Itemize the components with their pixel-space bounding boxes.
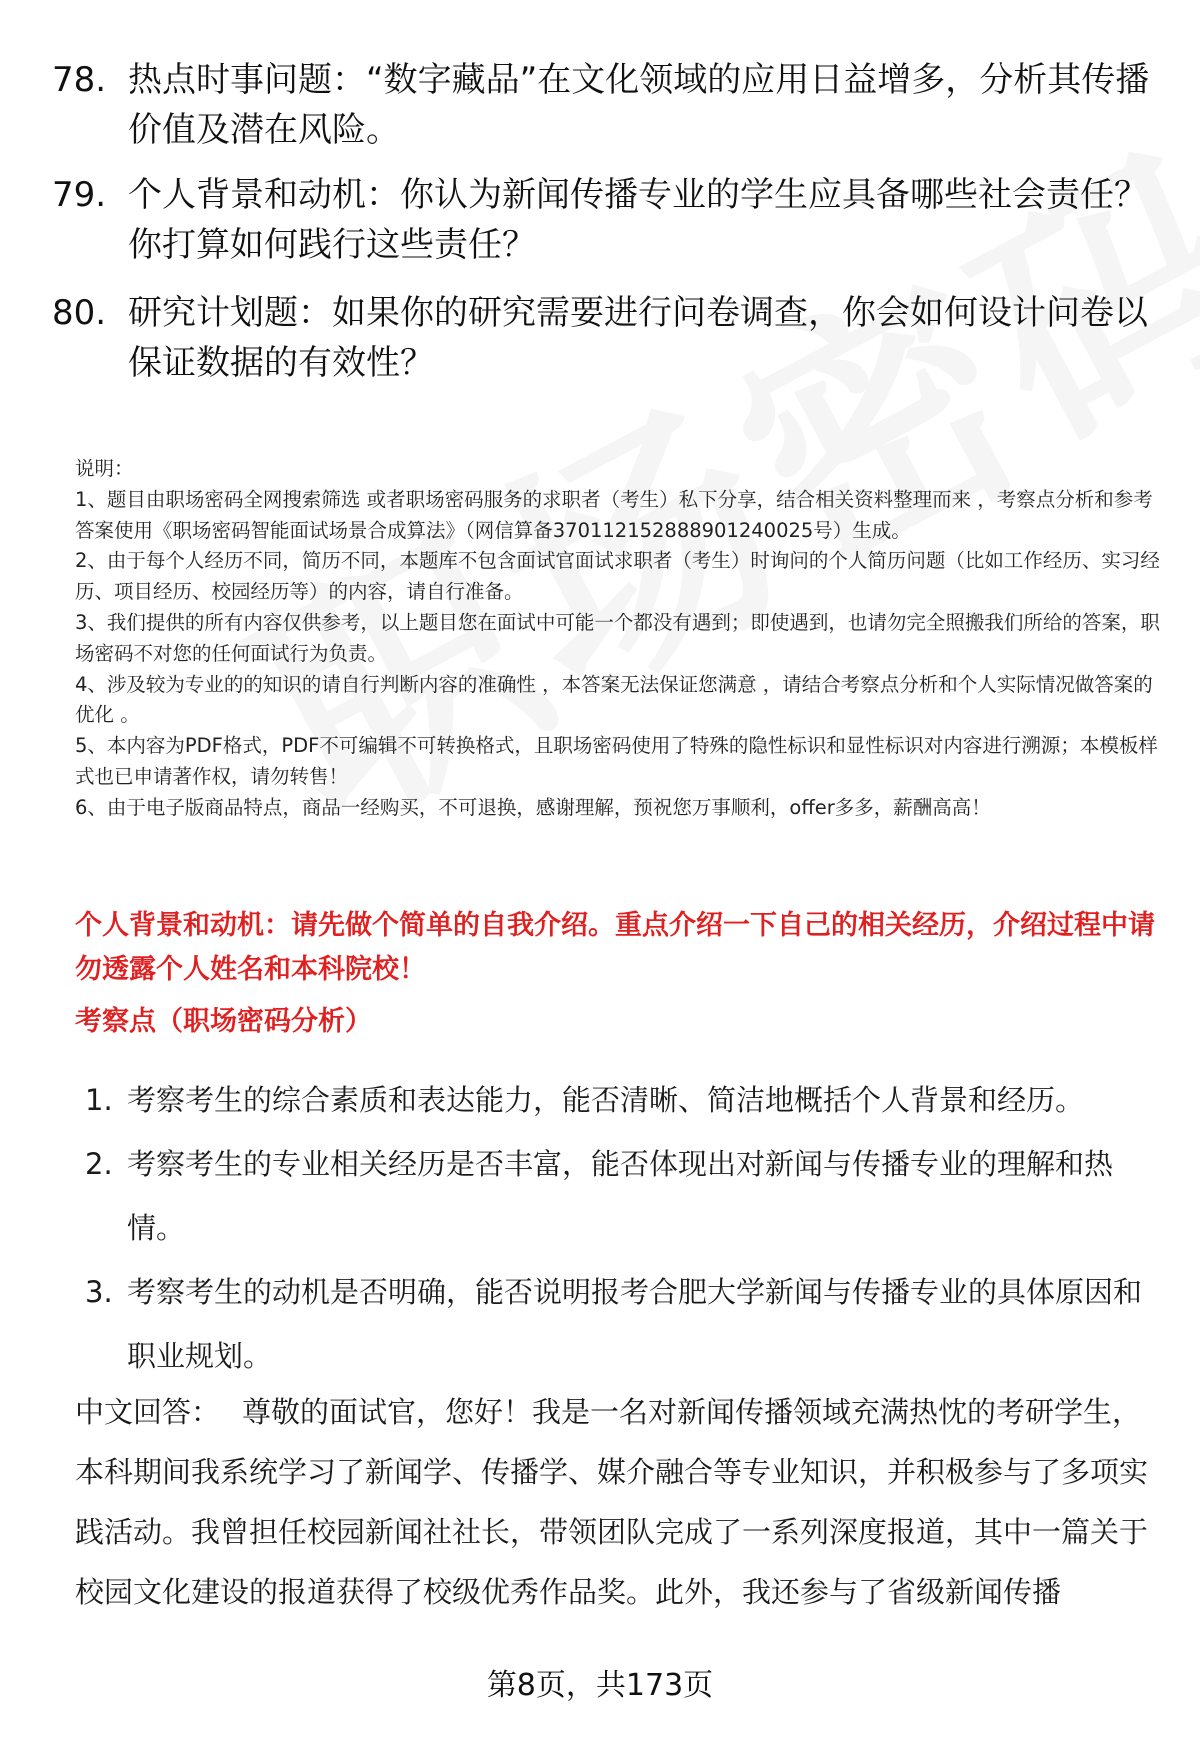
- main-question: 个人背景和动机：请先做个简单的自我介绍。重点介绍一下自己的相关经历，介绍过程中请勿透露个人姓名和本科院校！: [75, 910, 1155, 985]
- analysis-heading: 考察点（职场密码分析）: [75, 1006, 372, 1037]
- question-text: 研究计划题：如果你的研究需要进行问卷调查，你会如何设计问卷以保证数据的有效性？: [128, 293, 1148, 383]
- question-text: 个人背景和动机：你认为新闻传播专业的学生应具备哪些社会责任？你打算如何践行这些责任？: [128, 175, 1148, 265]
- analysis-point: [75, 1132, 1165, 1260]
- question-number: 80.: [52, 293, 107, 333]
- analysis-point: [75, 1068, 1165, 1132]
- point-text: 考察考生的专业相关经历是否丰富，能否体现出对新闻与传播专业的理解和热情。: [127, 1147, 1114, 1245]
- notes-section: [75, 454, 1165, 824]
- question-80: [52, 288, 1162, 388]
- notes-title: 说明：: [75, 457, 134, 480]
- note-item: 4、涉及较为专业的的知识的请自行判断内容的准确性 ，本答案无法保证您满意 ，请结合考察点分析和个人实际情况做答案的优化 。: [75, 672, 1153, 727]
- answer-text: 尊敬的面试官，您好！我是一名对新闻传播领域充满热忱的考研学生，本科期间我系统学习了新闻学、传播学、媒介融合等专业知识，并积极参与了多项实践活动。我曾担任校园新闻社社长，带领团队完成了一系列深度报道，其中一篇关于校园文化建设的报道获得了校级优秀作品奖。此外，我还参与了省级新闻传播: [75, 1395, 1149, 1609]
- analysis-point: [75, 1260, 1165, 1388]
- note-item: 1、题目由职场密码全网搜索筛选 或者职场密码服务的求职者（考生）私下分享，结合相关资料整理而来 ，考察点分析和参考答案使用《职场密码智能面试场景合成算法》（网信算备370112152888901240025号）生成。: [75, 487, 1153, 542]
- question-79: [52, 170, 1162, 270]
- point-text: 考察考生的综合素质和表达能力，能否清晰、简洁地概括个人背景和经历。: [127, 1083, 1085, 1117]
- answer-label: 中文回答：: [75, 1395, 221, 1429]
- note-item: 2、由于每个人经历不同，简历不同，本题库不包含面试官面试求职者（考生）时询问的个人简历问题（比如工作经历、实习经历、项目经历、校园经历等）的内容，请自行准备。: [75, 549, 1160, 604]
- question-number: 78.: [52, 60, 107, 100]
- question-number: 79.: [52, 175, 107, 215]
- point-number: 2.: [85, 1147, 113, 1181]
- note-item: 3、我们提供的所有内容仅供参考，以上题目您在面试中可能一个都没有遇到；即使遇到，也请勿完全照搬我们所给的答案，职场密码不对您的任何面试行为负责。: [75, 610, 1160, 665]
- answer-section: [75, 1382, 1165, 1622]
- analysis-points: [75, 1068, 1165, 1388]
- note-item: 6、由于电子版商品特点，商品一经购买，不可退换，感谢理解，预祝您万事顺利，offer多多，薪酬高高！: [75, 795, 991, 819]
- point-number: 1.: [85, 1083, 113, 1117]
- point-text: 考察考生的动机是否明确，能否说明报考合肥大学新闻与传播专业的具体原因和职业规划。: [127, 1275, 1143, 1373]
- point-number: 3.: [85, 1275, 113, 1309]
- note-item: 5、本内容为PDF格式，PDF不可编辑不可转换格式，且职场密码使用了特殊的隐性标识和显性标识对内容进行溯源；本模板样式也已申请著作权，请勿转售！: [75, 734, 1158, 788]
- question-text: 热点时事问题：“数字藏品”在文化领域的应用日益增多，分析其传播价值及潜在风险。: [128, 60, 1150, 150]
- page-footer: 第8页，共173页: [486, 1668, 714, 1703]
- question-78: [52, 55, 1162, 155]
